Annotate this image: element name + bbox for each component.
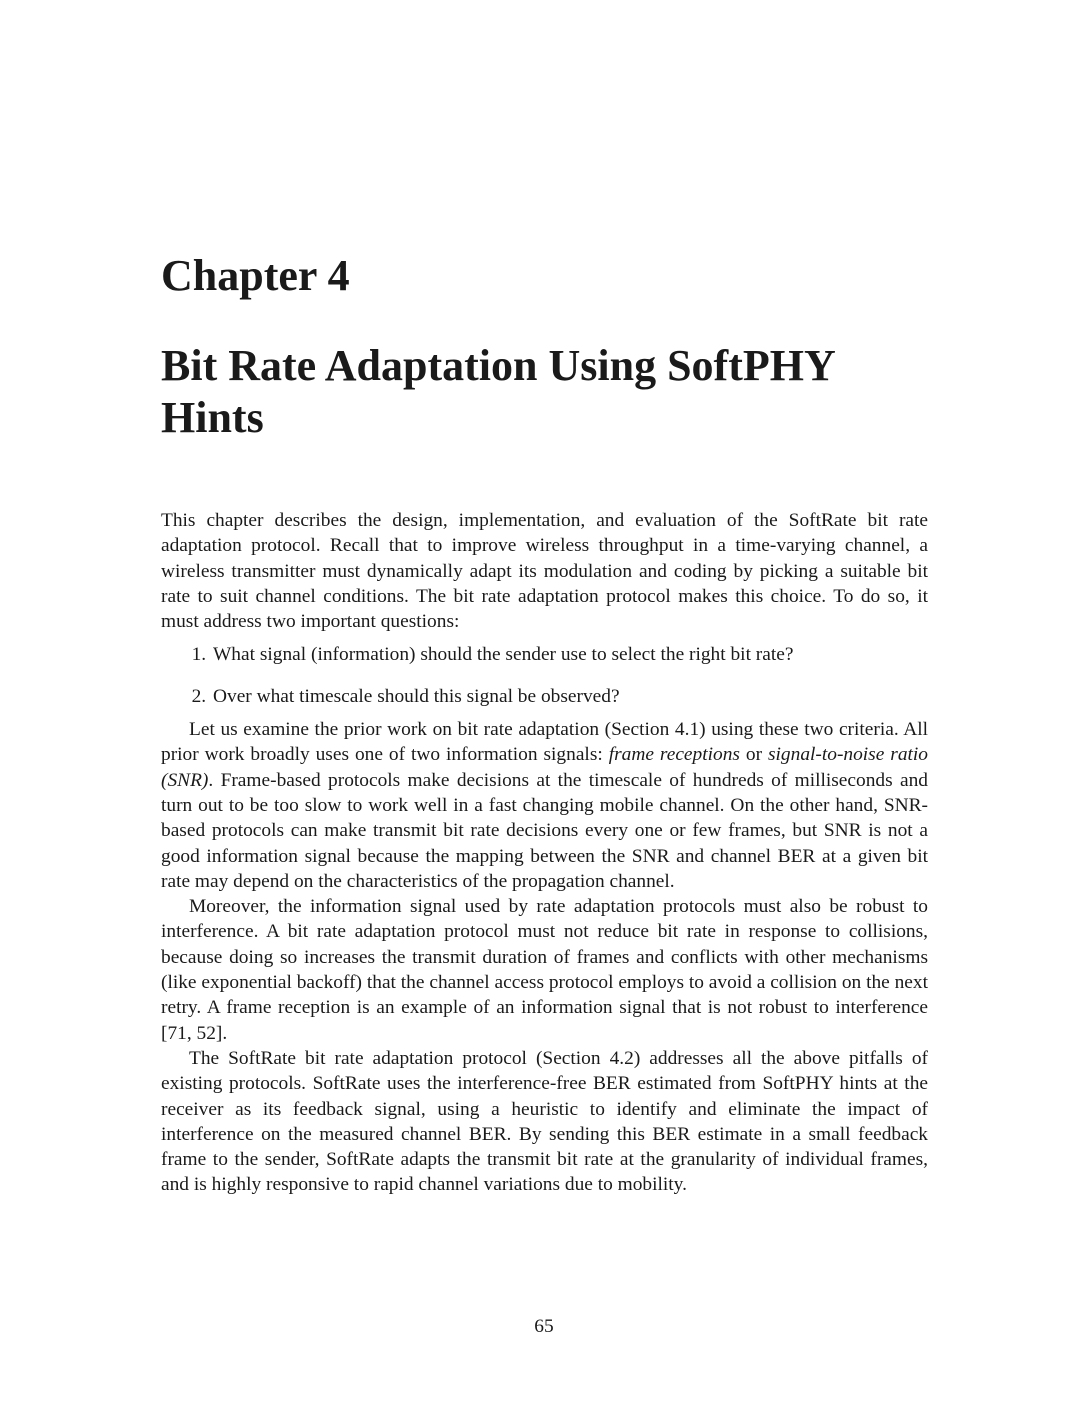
list-item: 1. What signal (information) should the sender use to select the right bit rate? (211, 642, 928, 667)
chapter-body (161, 508, 928, 1198)
questions-list (161, 642, 928, 709)
paragraph-text: Let us examine the prior work on bit rate adaptation (Section 4.1) using these two criteria. All prior work broadly uses one of two information signals: (161, 719, 928, 766)
emphasis-snr: signal-to-noise ratio (SNR) (161, 744, 928, 791)
interference-paragraph: Moreover, the information signal used by rate adaptation protocols must also be robust to interference. A bit rate adaptation protocol must not reduce bit rate in response to collisions, because doing so increases the transmit duration of frames and conflicts with other mechanisms (like exponential backoff) that the channel access protocol employs to avoid a collision on the next retry. A frame reception is an example of an information signal that is not robust to interference [71, 52]. (161, 896, 928, 1044)
intro-paragraph: This chapter describes the design, implementation, and evaluation of the SoftRate bit rate adaptation protocol. Recall that to improve wireless throughput in a time-varying channel, a wireless transmitter must dynamically adapt its modulation and coding by picking a suitable bit rate to suit channel conditions. The bit rate adaptation protocol makes this choice. To do so, it must address two important questions: (161, 510, 928, 633)
emphasis-frame-receptions: frame receptions (608, 744, 740, 766)
softrate-paragraph: The SoftRate bit rate adaptation protocol (Section 4.2) addresses all the above pitfalls of existing protocols. SoftRate uses the interference-free BER estimated from SoftPHY hints at the receiver as its feedback signal, using a heuristic to identify and eliminate the impact of interference on the measured channel BER. By sending this BER estimate in a small feedback frame to the sender, SoftRate adapts the transmit bit rate at the granularity of individual frames, and is highly responsive to rapid channel variations due to mobility. (161, 1047, 928, 1196)
list-item: 2. Over what timescale should this signal be observed? (211, 684, 928, 709)
page-number: 65 (534, 1316, 554, 1337)
paragraph-text: . Frame-based protocols make decisions at the timescale of hundreds of milliseconds and turn out to be too slow to work well in a fast changing mobile channel. On the other hand, SNR-based protocols can make transmit bit rate decisions every one or few frames, but SNR is not a good information signal because the mapping between the SNR and channel BER at a given bit rate may depend on the characteristics of the propagation channel. (161, 769, 928, 892)
prior-work-paragraph (161, 717, 928, 894)
chapter-title: Bit Rate Adaptation Using SoftPHY Hints (161, 341, 835, 442)
paragraph-text: or (739, 744, 768, 766)
chapter-label: Chapter 4 (161, 251, 350, 300)
